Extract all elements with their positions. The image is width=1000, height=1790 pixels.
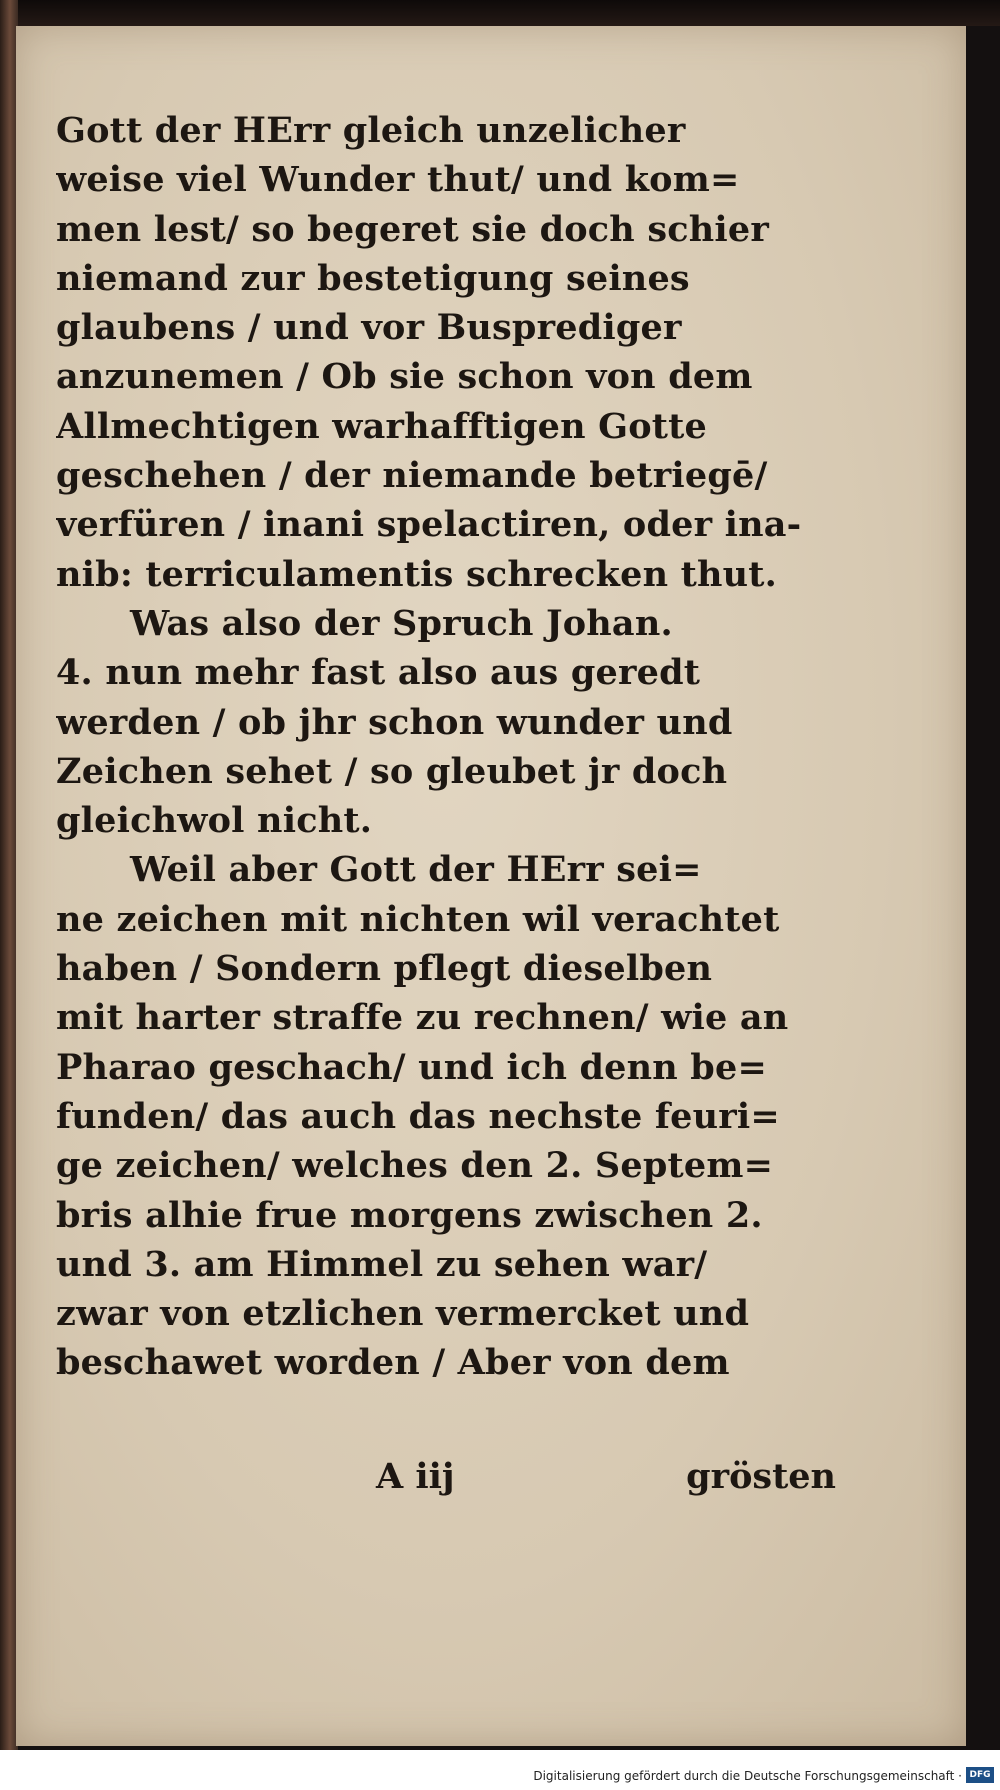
text-line-16: Weil aber Gott der HErr sei=	[130, 849, 702, 891]
text-line-10: nib: terriculamentis schrecken thut.	[56, 553, 778, 595]
text-line-13: werden / ob jhr schon wunder und	[56, 701, 733, 743]
text-line-19: mit harter straffe zu rechnen/ wie an	[56, 997, 789, 1039]
text-line-2: weise viel Wunder thut/ und kom=	[56, 159, 740, 201]
text-line-5: glaubens / und vor Busprediger	[56, 307, 682, 349]
text-line-6: anzunemen / Ob sie schon von dem	[56, 356, 753, 398]
book-page	[16, 26, 966, 1746]
text-line-26: beschawet worden / Aber von dem	[56, 1342, 730, 1384]
catchword: grösten	[686, 1456, 836, 1497]
text-line-21: funden/ das auch das nechste feuri=	[56, 1095, 780, 1137]
text-line-15: gleichwol nicht.	[56, 800, 373, 842]
text-line-9: verfüren / inani spelactiren, oder ina-	[56, 504, 802, 546]
credit-bar	[0, 1750, 1000, 1790]
text-line-17: ne zeichen mit nichten wil verachtet	[56, 898, 780, 940]
text-line-24: und 3. am Himmel zu sehen war/	[56, 1243, 708, 1285]
text-line-18: haben / Sondern pflegt dieselben	[56, 948, 713, 990]
scan-top-border	[0, 0, 1000, 26]
text-line-7: Allmechtigen warhafftigen Gotte	[56, 405, 707, 447]
text-line-4: niemand zur bestetigung seines	[56, 257, 690, 299]
text-line-25: zwar von etzlichen vermercket und	[56, 1293, 750, 1335]
signature-mark: A iij	[376, 1456, 455, 1497]
text-line-20: Pharao geschach/ und ich denn be=	[56, 1046, 767, 1088]
text-line-8: geschehen / der niemande betriegē/	[56, 455, 768, 497]
funding-credit: Digitalisierung gefördert durch die Deutsche Forschungsgemeinschaft ·	[533, 1769, 962, 1783]
dfg-logo: DFG	[966, 1767, 994, 1783]
page-body-text	[56, 106, 856, 1388]
text-line-1: Gott der HErr gleich unzelicher	[56, 110, 686, 151]
text-line-12: 4. nun mehr fast also aus geredt	[56, 652, 701, 694]
text-line-23: bris alhie frue morgens zwischen 2.	[56, 1194, 763, 1236]
text-line-22: ge zeichen/ welches den 2. Septem=	[56, 1145, 774, 1187]
text-line-14: Zeichen sehet / so gleubet jr doch	[56, 750, 728, 792]
page-footer	[56, 1456, 836, 1506]
text-line-11: Was also der Spruch Johan.	[130, 602, 673, 644]
text-line-3: men lest/ so begeret sie doch schier	[56, 208, 769, 250]
